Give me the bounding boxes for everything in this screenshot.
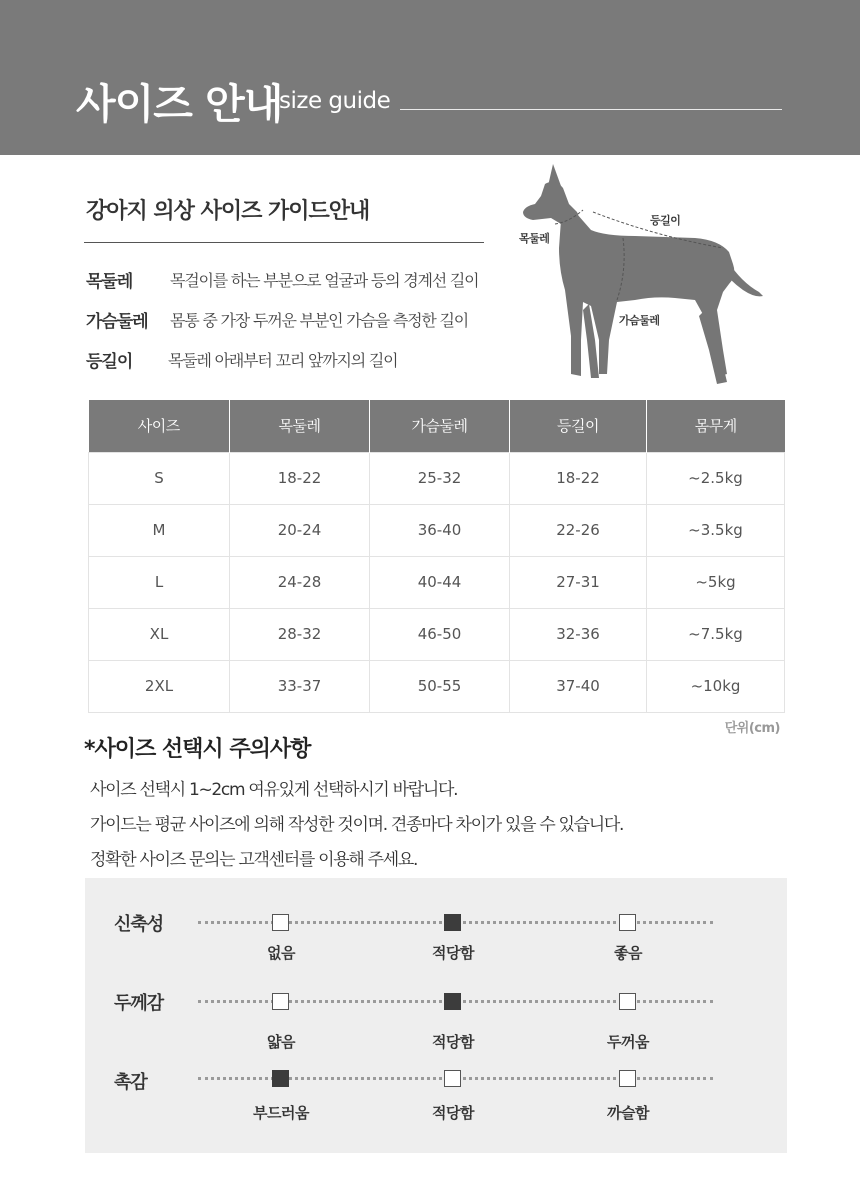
definition-term: 가슴둘레 <box>86 311 148 332</box>
diagram-label-chest: 가슴둘레 <box>619 314 660 327</box>
table-row <box>89 556 785 608</box>
attribute-option-label: 두꺼움 <box>607 1033 649 1051</box>
attribute-option-label: 얇음 <box>267 1033 295 1051</box>
size-table <box>88 400 785 713</box>
attribute-option-box <box>272 993 289 1010</box>
table-cell: ~5kg <box>647 556 785 608</box>
page-subtitle: size guide <box>279 88 391 114</box>
attribute-option-label: 적당함 <box>432 944 474 962</box>
attribute-option-label: 좋음 <box>614 944 642 962</box>
table-header-cell: 등길이 <box>510 400 647 452</box>
table-row <box>89 660 785 712</box>
table-cell: M <box>89 504 230 556</box>
table-cell: 37-40 <box>510 660 647 712</box>
definition-desc: 목둘레 아래부터 꼬리 앞까지의 길이 <box>168 351 398 370</box>
table-header-cell: 사이즈 <box>89 400 230 452</box>
table-cell: 22-26 <box>510 504 647 556</box>
table-cell: 50-55 <box>370 660 510 712</box>
diagram-label-neck: 목둘레 <box>519 232 550 245</box>
definition-neck <box>86 264 132 294</box>
page-title: 사이즈 안내 <box>76 80 283 128</box>
header-divider <box>400 109 782 110</box>
table-cell: ~7.5kg <box>647 608 785 660</box>
table-cell: 46-50 <box>370 608 510 660</box>
table-cell: 32-36 <box>510 608 647 660</box>
definition-chest <box>86 304 148 334</box>
table-cell: ~10kg <box>647 660 785 712</box>
attribute-panel <box>85 878 787 1153</box>
table-cell: ~2.5kg <box>647 452 785 504</box>
table-cell: 36-40 <box>370 504 510 556</box>
caution-line: 가이드는 평균 사이즈에 의해 작성한 것이며. 견종마다 차이가 있을 수 있습니다. <box>90 815 624 835</box>
definition-term: 등길이 <box>86 351 133 372</box>
guide-title: 강아지 의상 사이즈 가이드안내 <box>86 199 370 224</box>
page-header <box>0 0 860 155</box>
table-cell: 24-28 <box>230 556 370 608</box>
table-cell: 18-22 <box>230 452 370 504</box>
table-row <box>89 452 785 504</box>
guide-divider <box>84 242 484 243</box>
table-row <box>89 504 785 556</box>
attribute-option-box <box>444 1070 461 1087</box>
attribute-label: 촉감 <box>114 1072 147 1093</box>
attribute-label: 두께감 <box>114 993 164 1014</box>
table-cell: L <box>89 556 230 608</box>
attribute-option-box <box>619 914 636 931</box>
unit-label: 단위(cm) <box>724 721 780 736</box>
table-cell: 27-31 <box>510 556 647 608</box>
attribute-option-box <box>619 993 636 1010</box>
caution-list <box>90 773 623 878</box>
table-cell: 40-44 <box>370 556 510 608</box>
table-cell: 2XL <box>89 660 230 712</box>
attribute-label: 신축성 <box>114 914 164 935</box>
attribute-option-box-selected <box>272 1070 289 1087</box>
table-header-cell: 몸무게 <box>647 400 785 452</box>
attribute-option-label: 적당함 <box>432 1033 474 1051</box>
definition-desc: 목걸이를 하는 부분으로 얼굴과 등의 경계선 길이 <box>170 271 479 290</box>
table-row <box>89 608 785 660</box>
attribute-option-label: 까슬함 <box>607 1104 649 1122</box>
table-header-cell: 목둘레 <box>230 400 370 452</box>
caution-title: *사이즈 선택시 주의사항 <box>84 737 311 762</box>
table-cell: 25-32 <box>370 452 510 504</box>
attribute-option-label: 없음 <box>267 944 295 962</box>
attribute-option-box <box>619 1070 636 1087</box>
definition-desc: 몸통 중 가장 두꺼운 부분인 가슴을 측정한 길이 <box>170 311 469 330</box>
dog-silhouette-icon <box>505 160 775 400</box>
attribute-option-label: 적당함 <box>432 1104 474 1122</box>
attribute-option-label: 부드러움 <box>253 1104 309 1122</box>
table-cell: 18-22 <box>510 452 647 504</box>
table-cell: 28-32 <box>230 608 370 660</box>
table-header-cell: 가슴둘레 <box>370 400 510 452</box>
diagram-label-back: 등길이 <box>650 214 681 227</box>
table-cell: ~3.5kg <box>647 504 785 556</box>
caution-line: 사이즈 선택시 1~2cm 여유있게 선택하시기 바랍니다. <box>90 780 458 800</box>
definition-term: 목둘레 <box>86 271 133 292</box>
table-cell: 33-37 <box>230 660 370 712</box>
table-cell: 20-24 <box>230 504 370 556</box>
table-cell: XL <box>89 608 230 660</box>
caution-line: 정확한 사이즈 문의는 고객센터를 이용해 주세요. <box>90 850 418 870</box>
definition-back <box>86 344 132 374</box>
table-cell: S <box>89 452 230 504</box>
attribute-option-box-selected <box>444 914 461 931</box>
attribute-option-box <box>272 914 289 931</box>
attribute-option-box-selected <box>444 993 461 1010</box>
table-header-row <box>89 400 785 452</box>
